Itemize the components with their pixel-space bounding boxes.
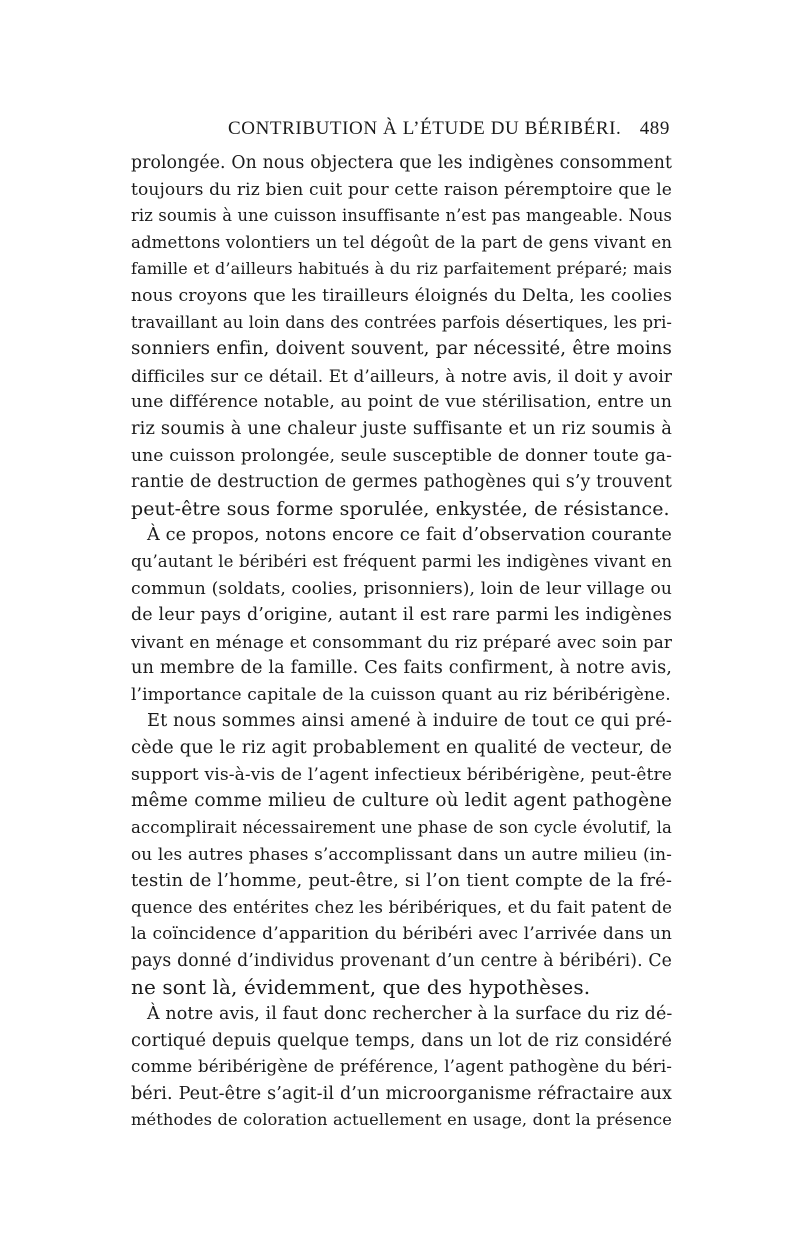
text-line: testin de l’homme, peut-être, si l’on tient compte de la fré-: [131, 870, 672, 892]
text-line: accomplirait nécessairement une phase de son cycle évolutif, la: [131, 817, 672, 837]
text-line: travaillant au loin dans des contrées parfois désertiques, les pri-: [131, 312, 672, 332]
text-line: support vis-à-vis de l’agent infectieux béribérigène, peut-être: [131, 764, 672, 785]
text-line: Et nous sommes ainsi amené à induire de tout ce qui pré-: [147, 710, 672, 732]
text-line: un membre de la famille. Ces faits confirment, à notre avis,: [131, 658, 672, 679]
running-head: [130, 118, 670, 142]
paragraph-4: [131, 1001, 672, 1134]
paragraph-2: [131, 522, 672, 708]
text-line: une cuisson prolongée, seule susceptible de donner toute ga-: [131, 445, 672, 466]
text-line: peut-être sous forme sporulée, enkystée, de résistance.: [131, 497, 670, 520]
text-line: pays donné d’individus provenant d’un centre à béribéri). Ce: [131, 950, 672, 971]
text-line: de leur pays d’origine, autant il est rare parmi les indigènes: [131, 605, 672, 626]
text-line: riz soumis à une cuisson insuffisante n’est pas mangeable. Nous: [131, 206, 672, 226]
text-line: nous croyons que les tirailleurs éloignés du Delta, les coolies: [131, 285, 672, 306]
text-line: même comme milieu de culture où ledit agent pathogène: [131, 790, 672, 812]
text-line: famille et d’ailleurs habitués à du riz parfaitement préparé; mais: [131, 259, 672, 279]
text-line: commun (soldats, coolies, prisonniers), loin de leur village ou: [131, 578, 672, 599]
text-line: rantie de destruction de germes pathogènes qui s’y trouvent: [131, 472, 672, 493]
text-line: quence des entérites chez les béribériques, et du fait patent de: [131, 897, 672, 917]
running-title: CONTRIBUTION À L’ÉTUDE DU BÉRIBÉRI.: [228, 118, 622, 139]
text-line: ne sont là, évidemment, que des hypothèses.: [131, 975, 591, 1000]
text-line: méthodes de coloration actuellement en usage, dont la présence: [131, 1110, 672, 1130]
text-line: l’importance capitale de la cuisson quant au riz béribérigène.: [131, 684, 671, 705]
paragraph-3: [131, 708, 672, 1001]
text-line: cortiqué depuis quelque temps, dans un lot de riz considéré: [131, 1030, 672, 1051]
text-line: difficiles sur ce détail. Et d’ailleurs, à notre avis, il doit y avoir: [131, 365, 672, 386]
text-line: ou les autres phases s’accomplissant dans un autre milieu (in-: [131, 844, 672, 865]
text-line: À ce propos, notons encore ce fait d’observation courante: [147, 525, 672, 546]
text-line: admettons volontiers un tel dégoût de la part de gens vivant en: [131, 232, 672, 252]
text-line: une différence notable, au point de vue stérilisation, entre un: [131, 392, 672, 413]
text-line: À notre avis, il faut donc rechercher à la surface du riz dé-: [147, 1004, 673, 1024]
text-line: comme béribérigène de préférence, l’agent pathogène du béri-: [131, 1057, 672, 1077]
text-line: riz soumis à une chaleur juste suffisante et un riz soumis à: [131, 417, 672, 439]
text-line: cède que le riz agit probablement en qualité de vecteur, de: [131, 737, 672, 759]
text-line: vivant en ménage et consommant du riz préparé avec soin par: [131, 631, 672, 652]
page-number: 489: [639, 118, 670, 139]
paragraph-1: [131, 150, 672, 522]
text-line: béri. Peut-être s’agit-il d’un microorganisme réfractaire aux: [131, 1083, 672, 1104]
body-text: [131, 150, 672, 1134]
text-line: sonniers enfin, doivent souvent, par nécessité, être moins: [131, 338, 672, 360]
text-line: qu’autant le béribéri est fréquent parmi les indigènes vivant en: [131, 551, 672, 571]
text-line: la coïncidence d’apparition du béribéri avec l’arrivée dans un: [131, 924, 672, 945]
text-line: prolongée. On nous objectera que les indigènes consomment: [131, 153, 672, 173]
text-line: toujours du riz bien cuit pour cette raison péremptoire que le: [131, 179, 672, 200]
